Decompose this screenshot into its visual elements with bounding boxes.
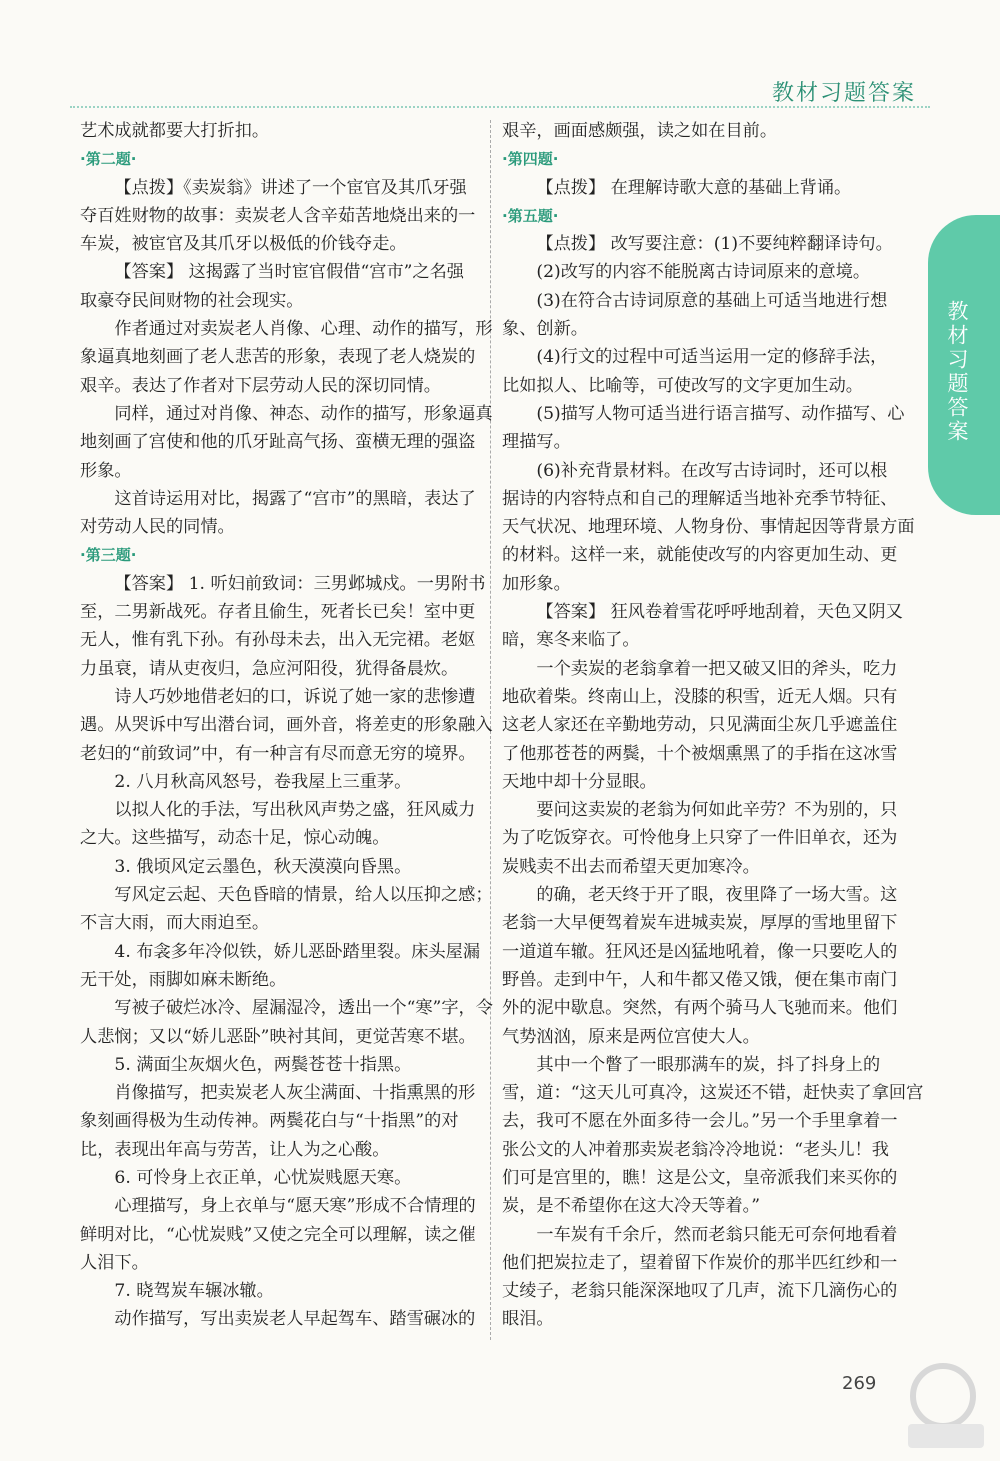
- text-line: 5. 满面尘灰烟火色，两鬓苍苍十指黑。: [114, 1054, 412, 1075]
- text-line: 眼泪。: [502, 1309, 554, 1330]
- text-line: 对劳动人民的同情。: [80, 517, 235, 538]
- right-column: [502, 117, 924, 1334]
- text-line: 雪，道：“这天儿可真冷，这炭还不错，赶快卖了拿回宫: [502, 1083, 924, 1104]
- section-heading: ·第二题·: [80, 150, 137, 169]
- text-line: 地刻画了宫使和他的爪牙趾高气扬、蛮横无理的强盗: [80, 432, 476, 453]
- text-line: 7. 晓驾炭车辗冰辙。: [114, 1281, 274, 1302]
- text-line: 这老人家还在辛勤地劳动，只见满面尘灰几乎遮盖住: [502, 715, 898, 736]
- text-line: 一道道车辙。狂风还是凶猛地吼着，像一只要吃人的: [502, 941, 898, 962]
- text-line: 【点拨】 改写要注意：(1)不要纯粹翻译诗句。: [536, 234, 893, 255]
- text-line: 夺百姓财物的故事：卖炭老人含辛茹苦地烧出来的一: [80, 205, 476, 226]
- text-line: 比，表现出年高与劳苦，让人为之心酸。: [80, 1139, 390, 1160]
- side-tab-label: 教材习题答案: [945, 300, 969, 444]
- text-line: 无人，惟有乳下孙。有孙母未去，出入无完裙。老妪: [80, 630, 476, 651]
- page-number: 269: [842, 1373, 877, 1394]
- text-line: 形象。: [80, 460, 132, 481]
- text-line: 象、创新。: [502, 319, 588, 340]
- text-line: 地砍着柴。终南山上，没膝的积雪，近无人烟。只有: [502, 686, 898, 707]
- text-line: 作者通过对卖炭老人肖像、心理、动作的描写，形: [114, 319, 493, 340]
- text-line: 他们把炭拉走了，望着留下作炭价的那半匹红纱和一: [502, 1252, 898, 1273]
- text-line: 无干处，雨脚如麻未断绝。: [80, 969, 287, 990]
- text-line: 车炭，被宦官及其爪牙以极低的价钱夺走。: [80, 234, 407, 255]
- text-line: 艰辛。表达了作者对下层劳动人民的深切同情。: [80, 375, 441, 396]
- section-heading: ·第四题·: [502, 150, 559, 169]
- text-line: 加形象。: [502, 573, 571, 594]
- text-line: 以拟人化的手法，写出秋风声势之盛，狂风威力: [114, 800, 476, 821]
- text-line: 们可是宫里的，瞧！这是公文，皇帝派我们来买你的: [502, 1167, 898, 1188]
- text-line: 心理描写，身上衣单与“愿天寒”形成不合情理的: [114, 1196, 476, 1217]
- text-line: 的材料。这样一来，就能使改写的内容更加生动、更: [502, 545, 898, 566]
- text-line: 【答案】 1. 听妇前致词：三男邺城戍。一男附书: [114, 573, 486, 594]
- text-line: 天气状况、地理环境、人物身份、事情起因等背景方面: [502, 517, 915, 538]
- text-line: 了他那苍苍的两鬓，十个被烟熏黑了的手指在这冰雪: [502, 743, 898, 764]
- text-line: 的确，老天终于开了眼，夜里降了一场大雪。这: [536, 885, 898, 906]
- text-line: 【答案】 狂风卷着雪花呼呼地刮着，天色又阴又: [536, 602, 903, 623]
- header-title: 教材习题答案: [772, 81, 917, 106]
- text-line: 遇。从哭诉中写出潜台词，画外音，将差吏的形象融入: [80, 715, 493, 736]
- text-line: 人悲悯；又以“娇儿恶卧”映衬其间，更觉苦寒不堪。: [80, 1026, 476, 1047]
- text-line: 象刻画得极为生动传神。两鬓花白与“十指黑”的对: [80, 1111, 459, 1132]
- text-line: 【答案】 这揭露了当时宦官假借“宫市”之名强: [114, 262, 464, 283]
- text-line: 6. 可怜身上衣正单，心忧炭贱愿天寒。: [114, 1167, 412, 1188]
- text-line: 为了吃饭穿衣。可怜他身上只穿了一件旧单衣，还为: [502, 828, 898, 849]
- text-line: 外的泥中歇息。突然，有两个骑马人飞驰而来。他们: [502, 998, 898, 1019]
- text-line: 艺术成就都要大打折扣。: [80, 121, 270, 141]
- text-line: 老翁一大早便驾着炭车进城卖炭，厚厚的雪地里留下: [502, 913, 898, 934]
- text-line: 比如拟人、比喻等，可使改写的文字更加生动。: [502, 375, 863, 396]
- text-line: (2)改写的内容不能脱离古诗词原来的意境。: [536, 262, 871, 283]
- text-line: 不言大雨，而大雨迫至。: [80, 913, 270, 934]
- text-line: 诗人巧妙地借老妇的口，诉说了她一家的悲惨遭: [114, 686, 476, 707]
- text-line: 丈绫子，老翁只能深深地叹了几声，流下几滴伤心的: [502, 1281, 898, 1302]
- text-line: 鲜明对比，“心忧炭贱”又使之完全可以理解，读之催: [80, 1224, 476, 1245]
- text-line: 去，我可不愿在外面多待一会儿。”另一个手里拿着一: [502, 1111, 898, 1132]
- watermark-logo: [888, 1358, 988, 1454]
- text-line: 动作描写，写出卖炭老人早起驾车、踏雪碾冰的: [114, 1309, 476, 1330]
- text-line: (4)行文的过程中可适当运用一定的修辞手法，: [536, 347, 888, 368]
- text-line: 老妇的“前致词”中，有一种言有尽而意无穷的境界。: [80, 743, 476, 764]
- text-line: 4. 布衾多年冷似铁，娇儿恶卧踏里裂。床头屋漏: [114, 941, 481, 962]
- text-line: 写被子破烂冰冷、屋漏湿冷，透出一个“寒”字，令: [114, 998, 493, 1019]
- text-line: 野兽。走到中午，人和牛都又倦又饿，便在集市南门: [502, 969, 898, 990]
- header-divider: [70, 106, 930, 110]
- text-line: 象逼真地刻画了老人悲苦的形象，表现了老人烧炭的: [80, 347, 476, 368]
- text-line: (3)在符合古诗词原意的基础上可适当地进行想: [536, 290, 888, 311]
- section-heading: ·第三题·: [80, 546, 137, 565]
- text-line: 之大。这些描写，动态十足，惊心动魄。: [80, 828, 390, 849]
- text-line: 肖像描写，把卖炭老人灰尘满面、十指熏黑的形: [114, 1083, 476, 1104]
- text-line: 张公文的人冲着那卖炭老翁冷冷地说：“老头儿！我: [502, 1139, 889, 1160]
- text-line: 炭，是不希望你在这大冷天等着。”: [502, 1196, 761, 1217]
- text-line: 2. 八月秋高风怒号，卷我屋上三重茅。: [114, 771, 412, 792]
- text-line: 【点拨】 在理解诗歌大意的基础上背诵。: [536, 177, 852, 198]
- text-line: 其中一个瞥了一眼那满车的炭，抖了抖身上的: [536, 1054, 881, 1075]
- text-line: 一个卖炭的老翁拿着一把又破又旧的斧头，吃力: [536, 658, 898, 679]
- text-line: 要问这卖炭的老翁为何如此辛劳？不为别的，只: [536, 800, 898, 821]
- text-line: 3. 俄顷风定云墨色，秋天漠漠向昏黑。: [114, 856, 412, 877]
- text-line: 同样，通过对肖像、神态、动作的描写，形象逼真: [114, 403, 493, 424]
- text-line: 据诗的内容特点和自己的理解适当地补充季节特征、: [502, 488, 898, 509]
- text-line: 【点拨】《卖炭翁》讲述了一个宦官及其爪牙强: [114, 177, 467, 198]
- text-line: 炭贱卖不出去而希望天更加寒冷。: [502, 856, 760, 877]
- left-column: [80, 117, 493, 1334]
- text-line: 艰辛，画面感颇强，读之如在目前。: [502, 121, 778, 141]
- text-line: 天地中却十分显眼。: [502, 771, 657, 792]
- text-line: 一车炭有千余斤，然而老翁只能无可奈何地看着: [536, 1224, 898, 1245]
- text-line: 至，二男新战死。存者且偷生，死者长已矣！室中更: [80, 602, 476, 623]
- text-line: 气势汹汹，原来是两位宫使大人。: [502, 1026, 760, 1047]
- text-line: 力虽衰，请从吏夜归，急应河阳役，犹得备晨炊。: [80, 658, 459, 679]
- text-line: (6)补充背景材料。在改写古诗词时，还可以根: [536, 460, 888, 481]
- text-line: 取豪夺民间财物的社会现实。: [80, 290, 304, 311]
- text-line: 写风定云起、天色昏暗的情景，给人以压抑之感；: [114, 885, 493, 906]
- text-line: 这首诗运用对比，揭露了“宫市”的黑暗，表达了: [114, 488, 476, 509]
- section-heading: ·第五题·: [502, 206, 559, 225]
- text-line: 人泪下。: [80, 1252, 149, 1273]
- text-line: (5)描写人物可适当进行语言描写、动作描写、心: [536, 403, 905, 424]
- text-line: 理描写。: [502, 432, 571, 453]
- text-line: 暗，寒冬来临了。: [502, 630, 640, 651]
